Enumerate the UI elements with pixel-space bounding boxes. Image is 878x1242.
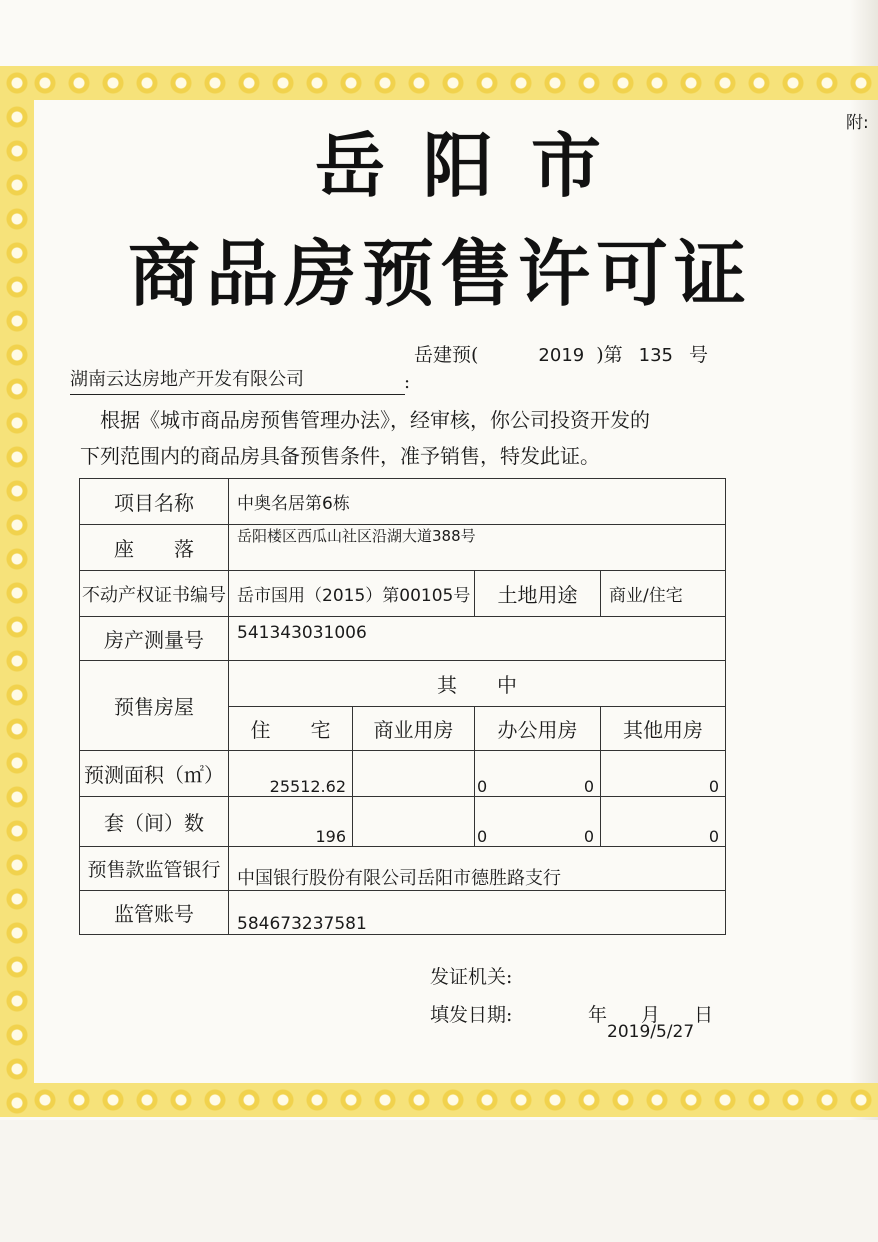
col-other: 其他用房 (601, 707, 726, 751)
table-row (80, 751, 726, 797)
table-row (80, 661, 726, 707)
permit-year: 2019 (538, 345, 585, 366)
location-label: 座 落 (80, 525, 229, 571)
col-office: 办公用房 (475, 707, 601, 751)
permit-mid: )第 (596, 344, 623, 366)
of-which-label: 其 中 (229, 661, 726, 707)
table-row (80, 479, 726, 525)
col-commercial: 商业用房 (353, 707, 475, 751)
area-other: 0 (601, 751, 726, 797)
units-residential: 196 (229, 797, 353, 847)
permit-suffix: 号 (689, 344, 709, 366)
table-row (80, 617, 726, 661)
survey-label: 房产测量号 (80, 617, 229, 661)
supervising-bank: 中国银行股份有限公司岳阳市德胜路支行 (229, 847, 726, 891)
area-label: 预测面积（㎡） (80, 751, 229, 797)
account-label: 监管账号 (80, 891, 229, 935)
land-use: 商业/住宅 (601, 571, 726, 617)
table-row (80, 797, 726, 847)
col-residential: 住 宅 (229, 707, 353, 751)
document-title: 商品房预售许可证 (127, 232, 752, 316)
project-name-label: 项目名称 (80, 479, 229, 525)
cert-number: 岳市国用（2015）第00105号 (229, 571, 475, 617)
permit-prefix: 岳建预( (414, 344, 479, 366)
table-row (80, 891, 726, 935)
table-row (80, 571, 726, 617)
area-office: 0 (583, 777, 594, 796)
city-title: 岳阳市 (315, 125, 639, 207)
area-commercial: 0 (477, 777, 488, 796)
paper-bottom-margin (0, 1120, 878, 1242)
area-office-cell (475, 751, 601, 797)
permit-number (414, 340, 708, 367)
location: 岳阳楼区西瓜山社区沿湖大道388号 (229, 525, 726, 571)
units-office-cell (475, 797, 601, 847)
permit-table (79, 478, 726, 935)
permit-serial: 135 (638, 345, 674, 366)
company-colon: : (404, 372, 411, 393)
units-commercial: 0 (477, 827, 488, 846)
decorative-border-bottom (28, 1083, 878, 1117)
attachment-note: 附: (846, 113, 869, 133)
units-office: 0 (583, 827, 594, 846)
supervising-account: 584673237581 (229, 891, 726, 935)
units-label: 套（间）数 (80, 797, 229, 847)
survey-number: 541343031006 (229, 617, 726, 661)
table-row (80, 525, 726, 571)
land-use-label: 土地用途 (475, 571, 601, 617)
company-name: 湖南云达房地产开发有限公司 (70, 365, 405, 395)
bank-label: 预售款监管银行 (80, 847, 229, 891)
paragraph-line-1: 根据《城市商品房预售管理办法》，经审核，你公司投资开发的 (100, 408, 650, 432)
decorative-border-top (28, 66, 878, 100)
approval-paragraph (80, 402, 730, 474)
presale-label: 预售房屋 (80, 661, 229, 751)
units-commercial-cell (353, 797, 475, 847)
project-name: 中奥名居第6栋 (229, 479, 726, 525)
area-residential: 25512.62 (229, 751, 353, 797)
year-month-day: 年 月 日 (588, 1004, 714, 1026)
area-commercial-cell (353, 751, 475, 797)
table-row (80, 847, 726, 891)
paragraph-line-2: 下列范围内的商品房具备预售条件，准予销售，特发此证。 (80, 444, 600, 468)
fill-date-label: 填发日期: (430, 1004, 513, 1026)
issue-date: 2019/5/27 (607, 1022, 695, 1042)
issuer-label: 发证机关: (430, 966, 513, 988)
cert-label: 不动产权证书编号 (80, 571, 229, 617)
units-other: 0 (601, 797, 726, 847)
